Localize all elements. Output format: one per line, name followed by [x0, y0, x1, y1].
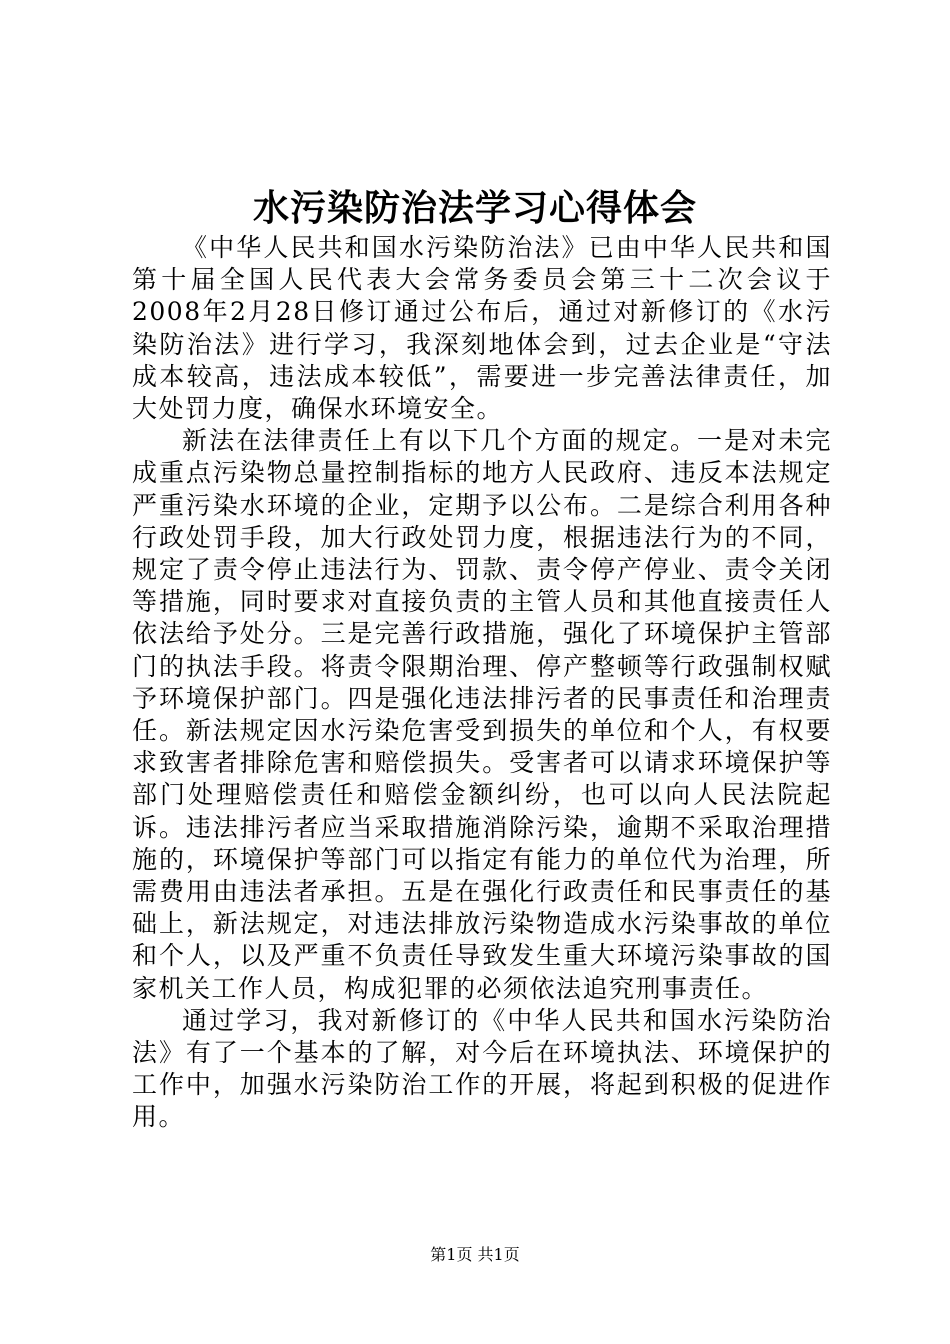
document-title: 水污染防治法学习心得体会: [252, 187, 697, 229]
paragraph-conclusion: 通过学习，我对新修订的《中华人民共和国水污染防治法》有了一个基本的了解，对今后在环境执法、环境保护的工作中，加强水污染防治工作的开展，将起到积极的促进作用。: [132, 1005, 832, 1132]
paragraph-intro: 《中华人民共和国水污染防治法》已由中华人民共和国第十届全国人民代表大会常务委员会第三十二次会议于2008年2月28日修订通过公布后，通过对新修订的《水污染防治法》进行学习，我深刻地体会到，过去企业是“守法成本较高，违法成本较低”，需要进一步完善法律责任，加大处罚力度，确保水环境安全。: [132, 233, 832, 424]
page-footer: 第1页 共1页: [430, 1245, 520, 1264]
document-body: [132, 232, 832, 1134]
paragraph-legal-responsibility: 新法在法律责任上有以下几个方面的规定。一是对未完成重点污染物总量控制指标的地方人民政府、违反本法规定严重污染水环境的企业，定期予以公布。二是综合利用各种行政处罚手段，加大行政处罚力度，根据违法行为的不同，规定了责令停止违法行为、罚款、责令停产停业、责令关闭等措施，同时要求对直接负责的主管人员和其他直接责任人依法给予处分。三是完善行政措施，强化了环境保护主管部门的执法手段。将责令限期治理、停产整顿等行政强制权赋予环境保护部门。四是强化违法排污者的民事责任和治理责任。新法规定因水污染危害受到损失的单位和个人，有权要求致害者排除危害和赔偿损失。受害者可以请求环境保护等部门处理赔偿责任和赔偿金额纠纷，也可以向人民法院起诉。违法排污者应当采取措施消除污染，逾期不采取治理措施的，环境保护等部门可以指定有能力的单位代为治理，所需费用由违法者承担。五是在强化行政责任和民事责任的基础上，新法规定，对违法排放污染物造成水污染事故的单位和个人，以及严重不负责任导致发生重大环境污染事故的国家机关工作人员，构成犯罪的必须依法追究刑事责任。: [132, 426, 832, 1003]
